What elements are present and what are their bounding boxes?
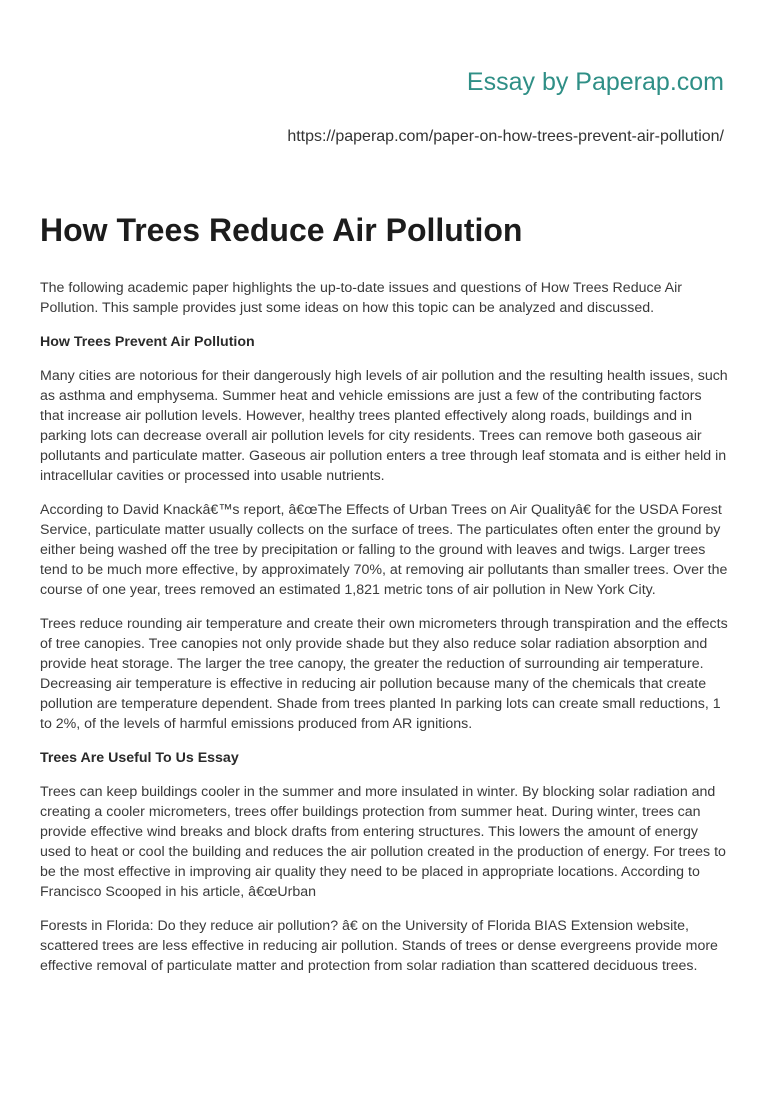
- source-url-link[interactable]: https://paperap.com/paper-on-how-trees-prevent-air-pollution/: [287, 128, 724, 145]
- body-paragraph-4: Trees can keep buildings cooler in the summer and more insulated in winter. By blocking solar radiation and creating a cooler micrometers, trees offer buildings protection from summer heat. During winter, trees can provide effective wind breaks and block drafts from entering structures. This lowers the amount of energy used to heat or cool the building and reduces the air pollution created in the production of energy. For trees to be the most effective in improving air quality they need to be placed in appropriate locations. According to Francisco Scooped in his article, â€œUrban: [40, 784, 726, 900]
- body-paragraph-2: According to David Knackâ€™s report, â€œThe Effects of Urban Trees on Air Qualityâ€ for the USDA Forest Service, particulate matter usually collects on the surface of trees. The particulates often enter the ground by either being washed off the tree by precipitation or falling to the ground with leaves and twigs. Larger trees tend to be much more effective, by approximately 70%, at removing air pollutants than smaller trees. Over the course of one year, trees removed an estimated 1,821 metric tons of air pollution in New York City.: [40, 502, 728, 598]
- section-heading-prevent: How Trees Prevent Air Pollution: [40, 334, 255, 350]
- site-brand-link[interactable]: Essay by Paperap.com: [466, 68, 724, 96]
- intro-paragraph: The following academic paper highlights the up-to-date issues and questions of How Trees Reduce Air Pollution. This sample provides just some ideas on how this topic can be analyzed and discussed.: [40, 280, 682, 316]
- article-body: [40, 278, 728, 990]
- body-paragraph-1: Many cities are notorious for their dangerously high levels of air pollution and the resulting health issues, such as asthma and emphysema. Summer heat and vehicle emissions are just a few of the contributing factors that increase air pollution levels. However, healthy trees planted effectively along roads, buildings and in parking lots can decrease overall air pollution levels for city residents. Trees can remove both gaseous air pollutants and particulate matter. Gaseous air pollution enters a tree through leaf stomata and is either held in intracellular cavities or processed into usable nutrients.: [40, 368, 728, 484]
- page-title: How Trees Reduce Air Pollution: [40, 212, 523, 248]
- body-paragraph-5: Forests in Florida: Do they reduce air pollution? â€ on the University of Florida BIAS Extension website, scattered trees are less effective in reducing air pollution. Stands of trees or dense evergreens provide more effective removal of particulate matter and protection from solar radiation than scattered deciduous trees.: [40, 918, 718, 974]
- section-heading-useful: Trees Are Useful To Us Essay: [40, 750, 239, 766]
- body-paragraph-3: Trees reduce rounding air temperature and create their own micrometers through transpiration and the effects of tree canopies. Tree canopies not only provide shade but they also reduce solar radiation absorption and provide heat storage. The larger the tree canopy, the greater the reduction of surrounding air temperature. Decreasing air temperature is effective in reducing air pollution because many of the chemicals that create pollution are temperature dependent. Shade from trees planted In parking lots can create small reductions, 1 to 2%, of the levels of harmful emissions produced from AR ignitions.: [40, 616, 728, 732]
